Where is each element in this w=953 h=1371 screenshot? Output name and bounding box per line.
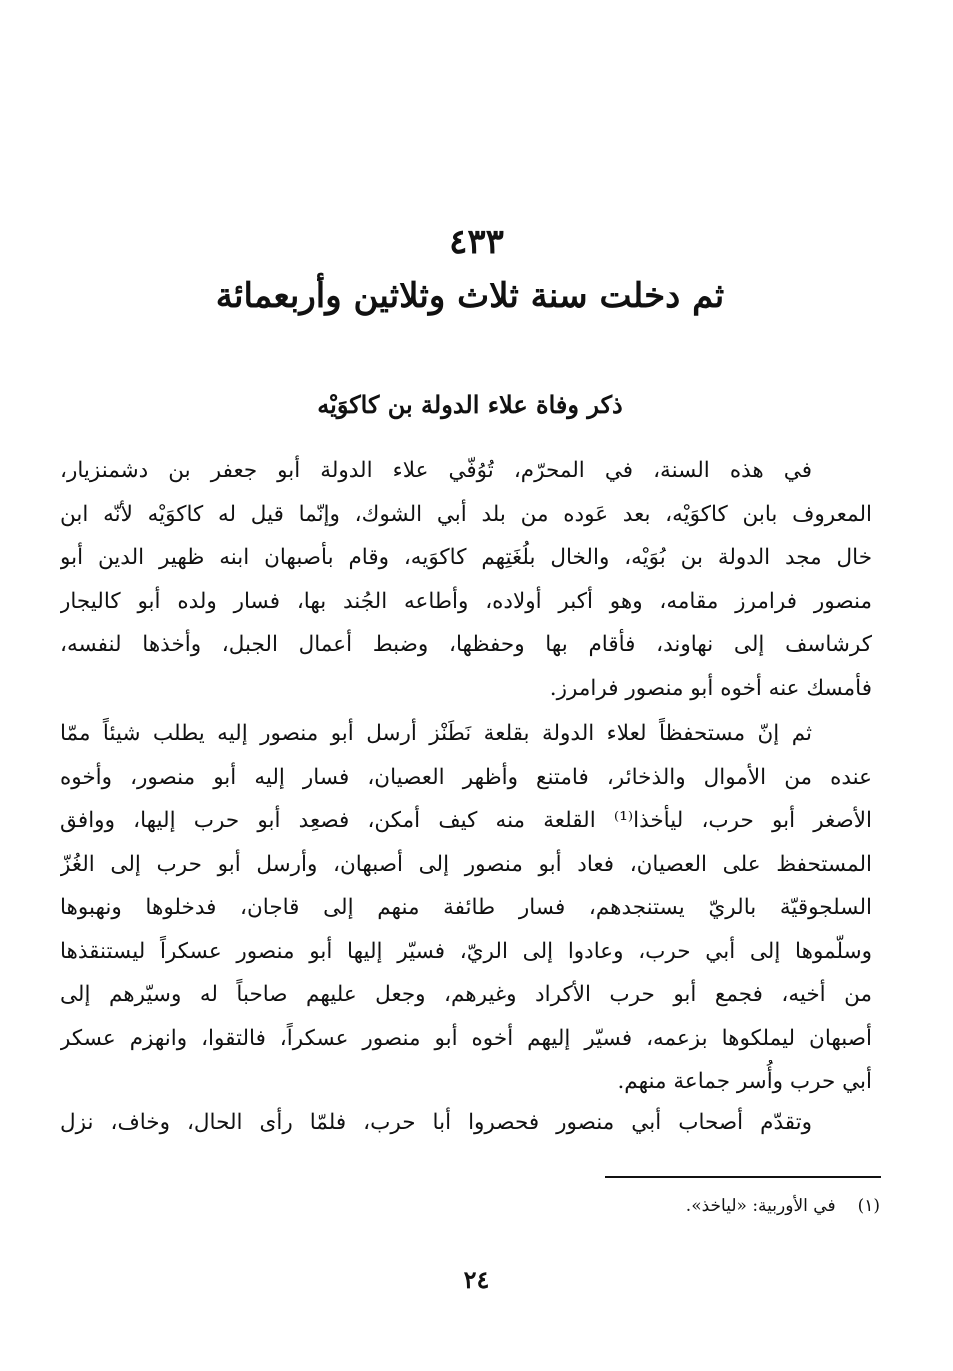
text-line: وتقدّم أصحاب أبي منصور فحصروا أبا حرب، فلمّا رأى الحال، وخاف، نزل (60, 1110, 812, 1135)
text-line: الأصغر أبو حرب، ليأخذا⁽¹⁾ القلعة منه كيف أمكن، فصعِد أبو حرب إليها، ووافق (60, 808, 872, 833)
footnote-text: في الأوربية: «لياخذ». (685, 1196, 836, 1216)
footnote-divider (605, 1176, 881, 1178)
text-line: عنده من الأموال والذخائر، فامتنع وأظهر العصيان، فسار إليه أبو منصور، وأخوه (60, 764, 872, 790)
text-line: وسلّموها إلى أبي حرب، وعادوا إلى الريّ، فسيّر إليها أبو منصور عسكراً ليستنقذها (60, 938, 872, 964)
text-line: المعروف بابن كاكوَيْه، بعد عَوده من بلد أبي الشوك، وإنّما قيل له كاكوَيْه لأنّه ابن (60, 501, 872, 527)
footnote (560, 1193, 880, 1219)
text-line: خال مجد الدولة بن بُوَيْه، والخال بلُغَتِهم كاكوَيه، وقام بأصبهان ابنه ظهير الدين أبو (60, 545, 872, 570)
footnote-number: (١) (857, 1196, 880, 1216)
text-line: أصبهان ليملكوها بزعمه، فسيّر إليهم أخوه أبو منصور عسكراً، فالتقوا، وانهزم عسكر (60, 1025, 872, 1051)
section-heading: ذكر وفاة علاء الدولة بن كاكوَيْه (317, 390, 623, 419)
text-line: المستحفظ على العصيان، فعاد أبو منصور إلى أصبهان، وأرسل أبو حرب إلى الغُزّ (60, 851, 872, 877)
paragraph (60, 1101, 872, 1145)
text-line: فأمسك عنه أخوه أبو منصور فرامرز. (549, 675, 872, 701)
text-line: من أخيه، فجمع أبو حرب الأكراد وغيرهم، وجعل عليهم صاحباً له وسيّرهم إلى (60, 982, 872, 1007)
text-line: منصور فرامرز مقامه، وهو أكبر أولاده، وأطاعه الجُند بها، فسار ولده أبو كاليجار (60, 588, 872, 614)
text-line: أبي حرب وأُسر جماعة منهم. (617, 1069, 872, 1094)
paragraph (60, 449, 872, 710)
text-line: في هذه السنة، في المحرّم، تُوُفّي علاء الدولة أبو جعفر بن دشمنزيار، (60, 458, 812, 483)
year-number: ٤٣٣ (449, 222, 504, 262)
page-number: ٢٤ (463, 1265, 490, 1294)
chapter-title: ثم دخلت سنة ثلاث وثلاثين وأربعمائة (215, 276, 725, 316)
text-line: السلجوقيّة بالريّ يستنجدهم، فسار طائفة منهم إلى قاجان، فدخلوها ونهبوها (60, 895, 872, 920)
text-line: كرشاسف إلى نهاوند، فأقام بها وحفظها، وضبط أعمال الجبل، وأخذها لنفسه، (60, 632, 872, 657)
paragraph (60, 712, 872, 1104)
text-line: ثم إنّ مستحفظاً لعلاء الدولة بقلعة نَطَنْز أرسل أبو منصور إليه يطلب شيئاً ممّا (60, 721, 812, 746)
